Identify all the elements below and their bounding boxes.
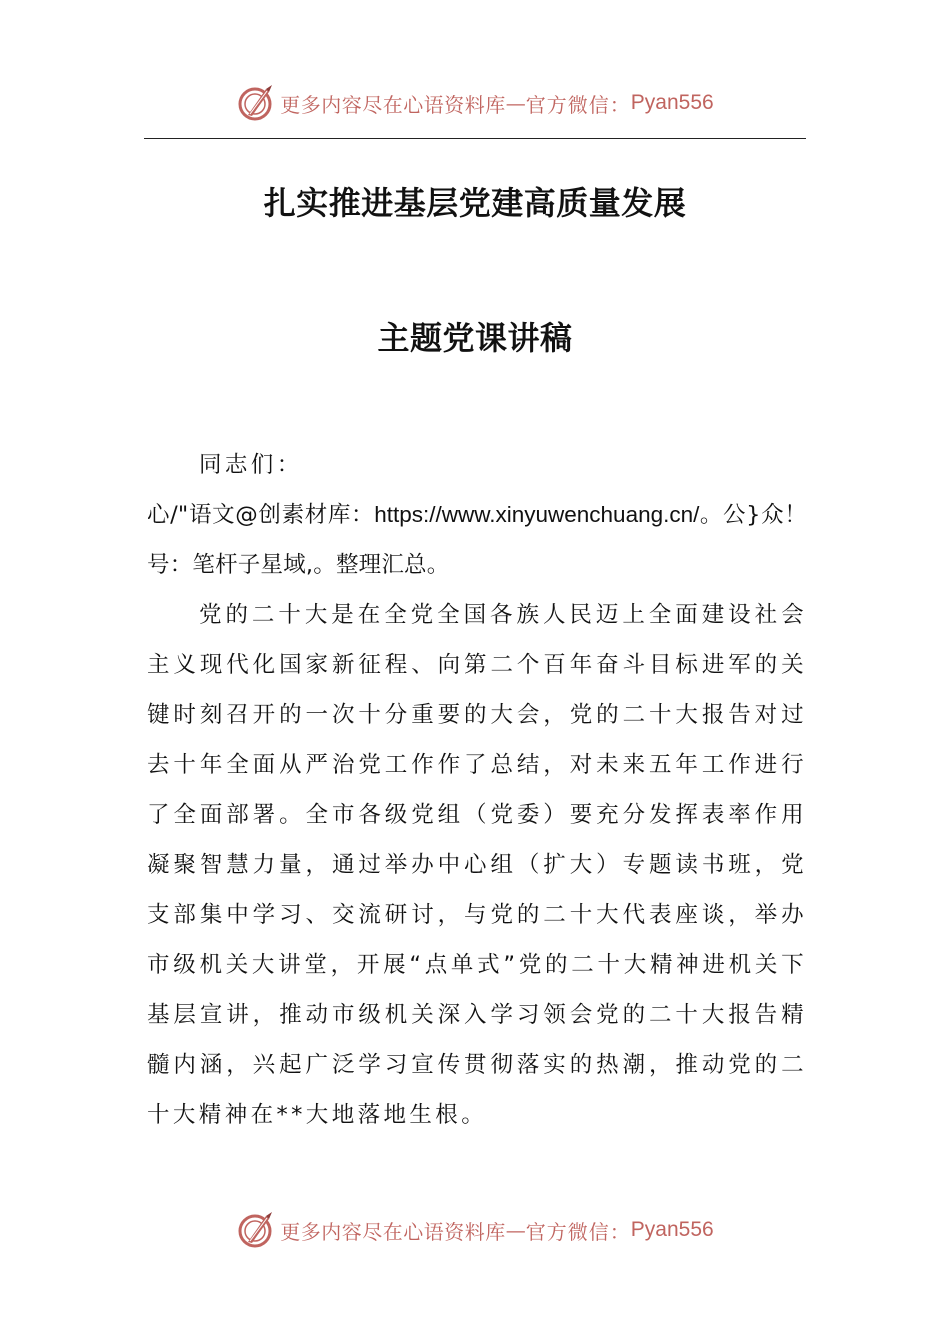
banner-separator: — (505, 91, 526, 115)
banner-separator: — (505, 1218, 526, 1242)
source-url: https://www.xinyuwenchuang.cn/ (374, 502, 700, 527)
document-title: 扎实推进基层党建高质量发展 (263, 184, 687, 222)
footer-banner (0, 1205, 950, 1255)
header-divider (144, 138, 806, 139)
quill-logo-icon (236, 1210, 276, 1250)
greeting: 同志们： (199, 452, 303, 478)
banner-wechat-id: Pyan556 (630, 91, 714, 114)
banner-wechat-label: 官方微信： (525, 92, 631, 117)
source-suffix: 。公}众！号：笔杆子星域,。整理汇总。 (147, 502, 807, 578)
document-body (147, 440, 807, 1140)
paragraph: 党的二十大是在全党全国各族人民迈上全面建设社会主义现代化国家新征程、向第二个百年奋斗目标进军的关键时刻召开的一次十分重要的大会，党的二十大报告对过去十年全面从严治党工作作了总结，对未来五年工作进行了全面部署。全市各级党组（党委）要充分发挥表率作用凝聚智慧力量，通过举办中心组（扩大）专题读书班，党支部集中学习、交流研讨，与党的二十大代表座谈，举办市级机关大讲堂，开展“点单式”党的二十大精神进机关下基层宣讲，推动市级机关深入学习领会党的二十大报告精髓内涵，兴起广泛学习宣传贯彻落实的热潮，推动党的二十大精神在**大地落地生根。 (147, 602, 807, 1128)
banner-wechat-label: 官方微信： (525, 1219, 631, 1244)
banner-slogan: 更多内容尽在心语资料库 (280, 92, 506, 117)
quill-logo-icon (236, 83, 276, 123)
source-note (147, 490, 807, 590)
document-subtitle: 主题党课讲稿 (377, 319, 573, 357)
banner-slogan: 更多内容尽在心语资料库 (280, 1219, 506, 1244)
source-prefix: 心/"语文@创素材库： (147, 502, 375, 528)
header-banner (0, 78, 950, 128)
banner-wechat-id: Pyan556 (630, 1218, 714, 1241)
